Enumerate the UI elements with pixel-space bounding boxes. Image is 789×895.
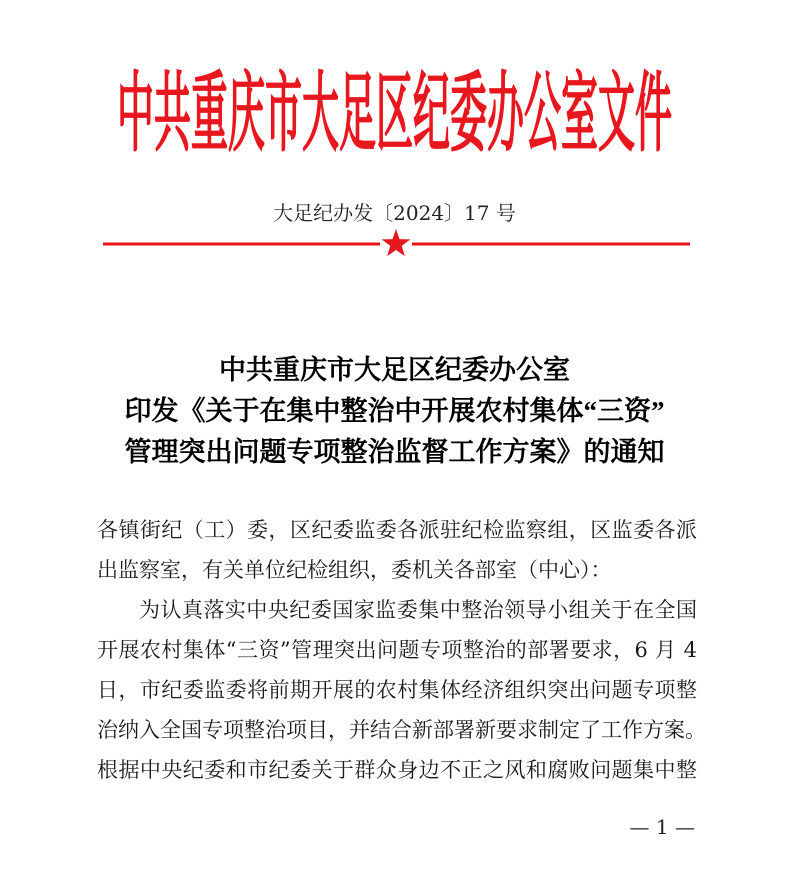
document-number: 大足纪办发〔2024〕17 号 [273,201,516,225]
document-header-title: 中共重庆市大足区纪委办公室文件 [117,67,672,164]
header-separator-rule [0,228,789,260]
notice-title-line: 管理突出问题专项整治监督工作方案》的通知 [124,437,665,467]
star-icon [382,229,411,256]
notice-title-line: 中共重庆市大足区纪委办公室 [219,355,570,385]
salutation-line: 出监察室，有关单位纪检组织，委机关各部室（中心）： [97,558,612,582]
paragraph-line: 为认真落实中央纪委国家监委集中整治领导小组关于在全国 [139,598,697,622]
paragraph-line: 日，市纪委监委将前期开展的农村集体经济组织突出问题专项整 [97,678,697,702]
paragraph-line: 开展农村集体“三资”管理突出问题专项整治的部署要求，6 月 4 [97,638,697,662]
notice-title [60,350,729,473]
page-number: — 1 — [629,815,695,839]
paragraph-line: 治纳入全国专项整治项目，并结合新部署新要求制定了工作方案。 [97,718,706,742]
notice-title-line: 印发《关于在集中整治中开展农村集体“三资” [124,396,665,426]
body-text [97,510,706,790]
paragraph-line: 根据中央纪委和市纪委关于群众身边不正之风和腐败问题集中整 [97,758,697,782]
salutation-line: 各镇街纪（工）委，区纪委监委各派驻纪检监察组，区监委各派 [97,518,697,542]
